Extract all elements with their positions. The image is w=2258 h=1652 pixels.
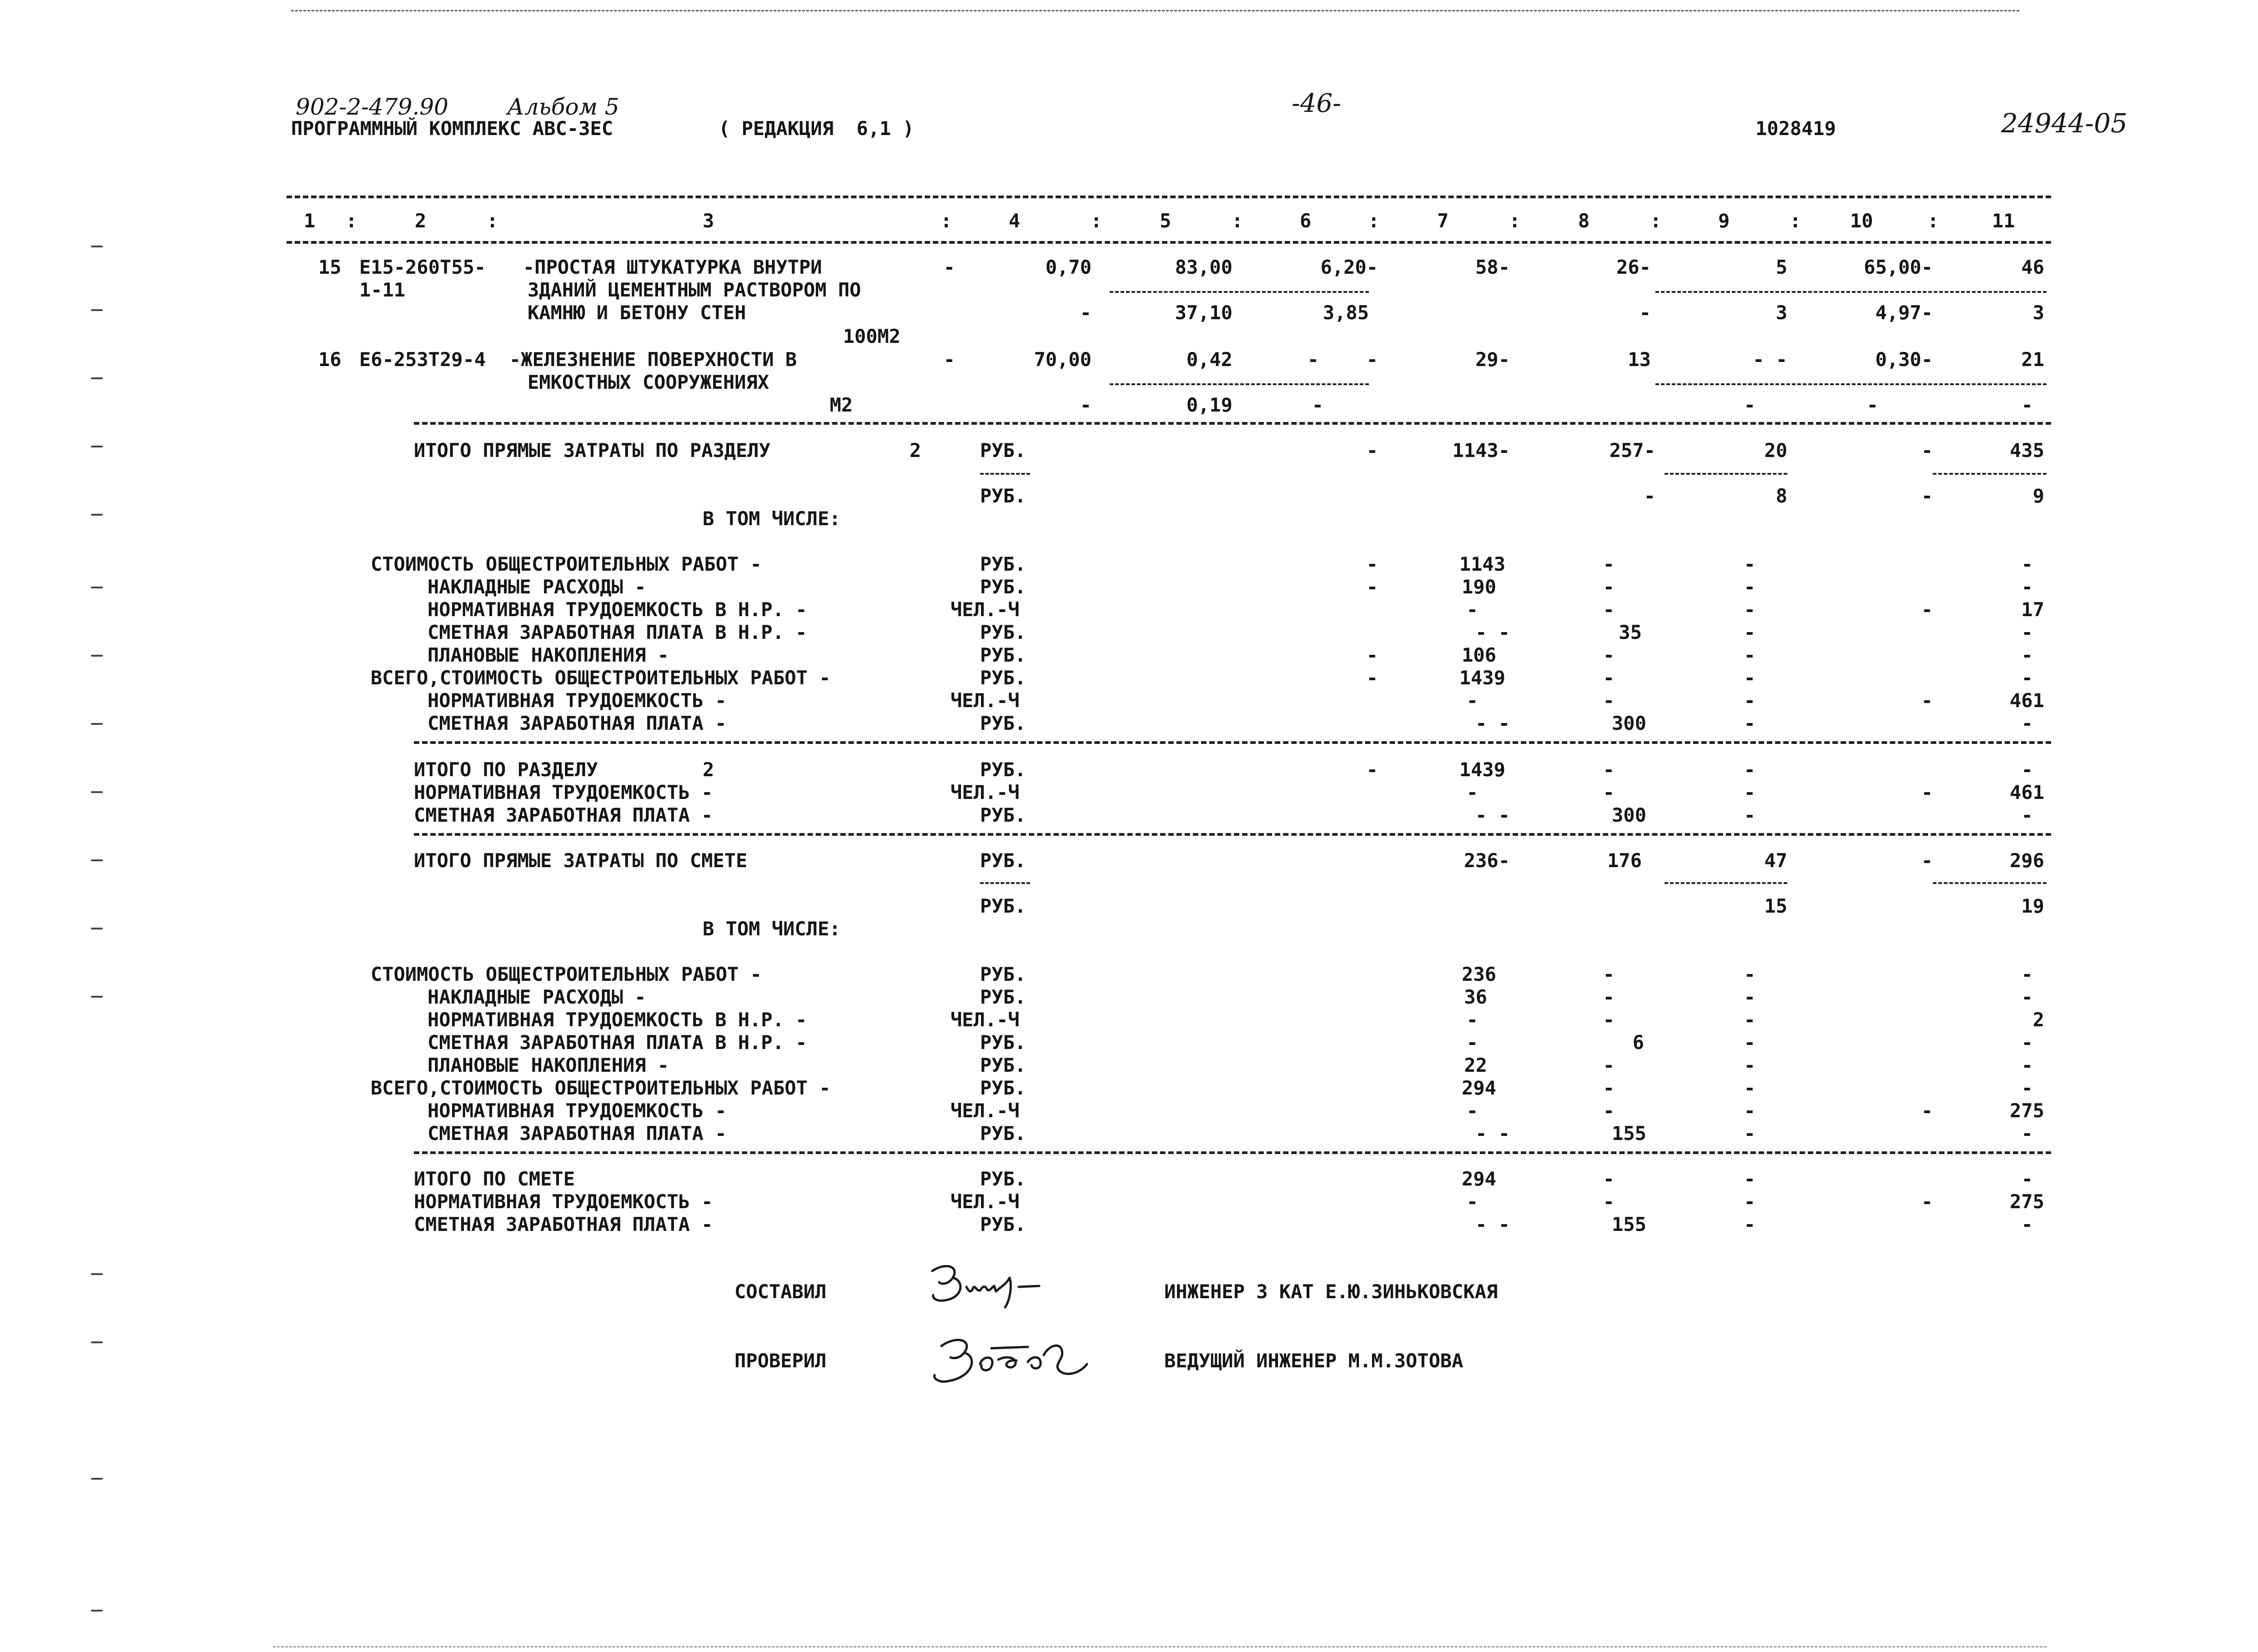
margin-mark xyxy=(91,791,103,793)
col-sep: : xyxy=(1232,210,1243,232)
cell: - xyxy=(1921,598,1933,621)
margin-mark xyxy=(91,1610,103,1612)
cell: 6 xyxy=(1632,1031,1644,1054)
unit: РУБ. xyxy=(980,804,1026,826)
cell: - xyxy=(2021,986,2033,1008)
col-2: 2 xyxy=(415,210,427,232)
rule-header-bottom xyxy=(287,241,2051,244)
row-label: СМЕТНАЯ ЗАРАБОТНАЯ ПЛАТА В Н.Р. - xyxy=(427,621,807,643)
unit: РУБ. xyxy=(980,1077,1026,1099)
row-label: НОРМАТИВНАЯ ТРУДОЕМКОСТЬ В Н.Р. - xyxy=(427,1009,807,1031)
cell: - xyxy=(1644,485,1655,507)
cell: - xyxy=(1307,348,1319,371)
cell: - xyxy=(1744,1031,1755,1054)
underline xyxy=(1110,383,1369,385)
cell: - xyxy=(1312,394,1323,416)
including-label: В ТОМ ЧИСЛЕ: xyxy=(703,918,841,940)
cell: - xyxy=(1466,781,1478,803)
cell: 300 xyxy=(1612,712,1646,734)
cell: 106 xyxy=(1462,644,1496,666)
cell: 8 xyxy=(1775,485,1787,507)
cell: - xyxy=(1603,986,1614,1008)
cell: 1143 xyxy=(1459,553,1505,575)
cell: 2 xyxy=(2032,1009,2044,1031)
cell: 0,42 xyxy=(1186,348,1232,371)
cell: 20 xyxy=(1764,439,1787,462)
unit: РУБ. xyxy=(980,439,1026,462)
cell: - xyxy=(1744,1190,1755,1213)
cell: - xyxy=(1921,849,1933,872)
row-label: ИТОГО ПО СМЕТЕ xyxy=(414,1168,575,1190)
row-label: ВСЕГО,СТОИМОСТЬ ОБЩЕСТРОИТЕЛЬНЫХ РАБОТ - xyxy=(371,1077,831,1099)
margin-mark xyxy=(91,377,103,379)
col-6: 6 xyxy=(1300,210,1312,232)
cell: 83,00 xyxy=(1175,256,1232,278)
cell: - xyxy=(1366,439,1378,462)
unit: РУБ. xyxy=(980,644,1026,666)
cell: 58- xyxy=(1475,256,1510,278)
row-label: НОРМАТИВНАЯ ТРУДОЕМКОСТЬ - xyxy=(414,1190,713,1213)
margin-mark xyxy=(91,446,103,447)
underline xyxy=(1933,882,2047,884)
row-label: НОРМАТИВНАЯ ТРУДОЕМКОСТЬ - xyxy=(414,781,713,803)
underline xyxy=(1655,383,2047,385)
col-1: 1 xyxy=(304,210,316,232)
unit: РУБ. xyxy=(980,1168,1026,1190)
cell: 296 xyxy=(2010,849,2044,872)
col-8: 8 xyxy=(1578,210,1590,232)
cell: - xyxy=(2021,804,2033,826)
item-number: 16 xyxy=(318,348,342,371)
row-label: СМЕТНАЯ ЗАРАБОТНАЯ ПЛАТА В Н.Р. - xyxy=(427,1031,807,1054)
cell: - - xyxy=(1475,1122,1510,1145)
col-sep: : xyxy=(1650,210,1662,232)
col-sep: : xyxy=(1790,210,1801,232)
cell: 0,19 xyxy=(1186,394,1232,416)
cell: - xyxy=(1921,1100,1933,1122)
unit: РУБ. xyxy=(980,1122,1026,1145)
cell: - xyxy=(1921,485,1933,507)
cell: - xyxy=(1744,394,1755,416)
cell: - xyxy=(1466,1100,1478,1122)
margin-mark xyxy=(91,928,103,929)
cell: 46 xyxy=(2021,256,2044,278)
col-4: 4 xyxy=(1009,210,1021,232)
cell: - xyxy=(1744,644,1755,666)
margin-mark xyxy=(91,587,103,588)
cell: - xyxy=(2021,1077,2033,1099)
cell: - xyxy=(1466,1031,1478,1054)
cell: - xyxy=(1866,394,1878,416)
cell: - xyxy=(1744,689,1755,712)
cell: 294 xyxy=(1462,1168,1496,1190)
cell: 13 xyxy=(1628,348,1651,371)
cell: 236- xyxy=(1463,849,1510,872)
underline xyxy=(1665,473,1787,475)
cell: 0,30- xyxy=(1875,348,1933,371)
item-desc: ЗДАНИЙ ЦЕМЕНТНЫМ РАСТВОРОМ ПО xyxy=(528,279,861,301)
unit: РУБ. xyxy=(980,849,1026,872)
cell: 19 xyxy=(2021,895,2044,917)
rule-section-breakdown-bottom xyxy=(414,741,2051,744)
cell: 176 xyxy=(1607,849,1642,872)
section-number: 2 xyxy=(703,758,714,781)
unit: РУБ. xyxy=(980,712,1026,734)
item-desc: ЕМКОСТНЫХ СООРУЖЕНИЯХ xyxy=(528,371,769,393)
cell: - xyxy=(1744,781,1755,803)
margin-mark xyxy=(91,309,103,311)
row-label: НАКЛАДНЫЕ РАСХОДЫ - xyxy=(427,576,646,598)
cell: 257- xyxy=(1609,439,1655,462)
col-5: 5 xyxy=(1160,210,1172,232)
cell: - xyxy=(1921,439,1933,462)
cell: - xyxy=(1466,1009,1478,1031)
cell: - xyxy=(1603,758,1614,781)
cell: - xyxy=(1744,553,1755,575)
cell: 3 xyxy=(2032,301,2044,324)
unit: РУБ. xyxy=(980,986,1026,1008)
unit: ЧЕЛ.-Ч xyxy=(950,1190,1020,1213)
unit: РУБ. xyxy=(980,667,1026,689)
unit: РУБ. xyxy=(980,621,1026,643)
cell: - xyxy=(1744,1100,1755,1122)
underline xyxy=(980,882,1030,884)
cell: - xyxy=(943,256,955,278)
cell: 4,97- xyxy=(1875,301,1933,324)
item-desc: КАМНЮ И БЕТОНУ СТЕН xyxy=(528,301,746,324)
cell: 29- xyxy=(1475,348,1510,371)
cell: - - xyxy=(1475,804,1510,826)
signature-role: ПРОВЕРИЛ xyxy=(734,1350,827,1372)
margin-mark xyxy=(91,723,103,725)
cell: 294 xyxy=(1462,1077,1496,1099)
margin-mark xyxy=(91,859,103,861)
cell: - - xyxy=(1475,1213,1510,1235)
col-3: 3 xyxy=(703,210,714,232)
row-label: СМЕТНАЯ ЗАРАБОТНАЯ ПЛАТА - xyxy=(427,712,727,734)
item-number: 15 xyxy=(318,256,342,278)
margin-mark xyxy=(91,655,103,657)
cell: 1439 xyxy=(1459,758,1505,781)
cell: - xyxy=(2021,644,2033,666)
signature-title: ИНЖЕНЕР 3 КАТ Е.Ю.ЗИНЬКОВСКАЯ xyxy=(1164,1280,1498,1303)
cell: - xyxy=(1744,1168,1755,1190)
cell: - xyxy=(2021,1031,2033,1054)
margin-mark xyxy=(91,246,103,247)
item-desc: -ПРОСТАЯ ШТУКАТУРКА ВНУТРИ xyxy=(523,256,822,278)
cell: - xyxy=(2021,576,2033,598)
program-name: ПРОГРАММНЫЙ КОМПЛЕКС АВС-3ЕС xyxy=(291,117,614,140)
archive-number: 24944-05 xyxy=(2001,108,2127,139)
cell: 37,10 xyxy=(1175,301,1232,324)
row-label: НОРМАТИВНАЯ ТРУДОЕМКОСТЬ - xyxy=(427,1100,727,1122)
cell: - xyxy=(1603,598,1614,621)
cell: 155 xyxy=(1612,1213,1646,1235)
including-label: В ТОМ ЧИСЛЕ: xyxy=(703,507,841,530)
cell: - xyxy=(2021,1054,2033,1076)
row-label: ИТОГО ПО РАЗДЕЛУ xyxy=(414,758,598,781)
cell: 9 xyxy=(2032,485,2044,507)
cell: - xyxy=(1921,1190,1933,1213)
cell: - xyxy=(1603,963,1614,985)
cell: - xyxy=(1744,1054,1755,1076)
cell: - - xyxy=(1753,348,1787,371)
item-code: Е15-260Т55- xyxy=(359,256,486,278)
cell: - xyxy=(1080,394,1091,416)
cell: - xyxy=(1366,348,1378,371)
unit: РУБ. xyxy=(980,758,1026,781)
col-7: 7 xyxy=(1437,210,1449,232)
unit: РУБ. xyxy=(980,485,1026,507)
row-label: НОРМАТИВНАЯ ТРУДОЕМКОСТЬ В Н.Р. - xyxy=(427,598,807,621)
cell: - xyxy=(1744,598,1755,621)
unit: ЧЕЛ.-Ч xyxy=(950,689,1020,712)
col-sep: : xyxy=(1368,210,1380,232)
cell: - xyxy=(1603,781,1614,803)
cell: 1143- xyxy=(1452,439,1510,462)
cell: - xyxy=(1744,758,1755,781)
col-sep: : xyxy=(1509,210,1521,232)
cell: 3 xyxy=(1775,301,1787,324)
cell: 70,00 xyxy=(1034,348,1091,371)
cell: - xyxy=(1744,963,1755,985)
underline xyxy=(1110,291,1369,293)
row-label: ПЛАНОВЫЕ НАКОПЛЕНИЯ - xyxy=(427,1054,669,1076)
cell: 155 xyxy=(1612,1122,1646,1145)
album-label: Альбом 5 xyxy=(507,94,619,120)
underline xyxy=(980,473,1030,475)
cell: - xyxy=(1603,1168,1614,1190)
cell: - xyxy=(1744,667,1755,689)
cell: - xyxy=(1744,712,1755,734)
cell: - xyxy=(1744,1077,1755,1099)
underline xyxy=(1933,473,2047,475)
cell: - xyxy=(1603,1077,1614,1099)
cell: - xyxy=(2021,1122,2033,1145)
row-label: СМЕТНАЯ ЗАРАБОТНАЯ ПЛАТА - xyxy=(414,1213,713,1235)
cell: 6,20- xyxy=(1320,256,1378,278)
cell: 47 xyxy=(1764,849,1787,872)
cell: - xyxy=(2021,667,2033,689)
unit: РУБ. xyxy=(980,553,1026,575)
rule-top xyxy=(287,196,2051,198)
rule-estimate-breakdown-bottom xyxy=(414,1151,2051,1154)
cell: - xyxy=(1366,758,1378,781)
signature-title: ВЕДУЩИЙ ИНЖЕНЕР М.М.ЗОТОВА xyxy=(1164,1350,1463,1372)
cell: 461 xyxy=(2010,781,2044,803)
cell: 300 xyxy=(1612,804,1646,826)
row-label: ИТОГО ПРЯМЫЕ ЗАТРАТЫ ПО СМЕТЕ xyxy=(414,849,748,872)
cell: - xyxy=(2021,621,2033,643)
cell: - - xyxy=(1475,712,1510,734)
cell: - xyxy=(1603,1190,1614,1213)
cell: 1439 xyxy=(1459,667,1505,689)
cell: - xyxy=(943,348,955,371)
cell: - xyxy=(1466,689,1478,712)
cell: - xyxy=(1366,576,1378,598)
row-label: ВСЕГО,СТОИМОСТЬ ОБЩЕСТРОИТЕЛЬНЫХ РАБОТ - xyxy=(371,667,831,689)
cell: 0,70 xyxy=(1045,256,1091,278)
col-11: 11 xyxy=(1992,210,2015,232)
cell: - xyxy=(1366,667,1378,689)
cell: 5 xyxy=(1775,256,1787,278)
col-sep: : xyxy=(346,210,357,232)
cell: - xyxy=(1744,1009,1755,1031)
cell: - - xyxy=(1475,621,1510,643)
cell: 26- xyxy=(1616,256,1651,278)
cell: - xyxy=(2021,394,2033,416)
row-label: ИТОГО ПРЯМЫЕ ЗАТРАТЫ ПО РАЗДЕЛУ xyxy=(414,439,770,462)
cell: 36 xyxy=(1464,986,1487,1008)
row-label: НАКЛАДНЫЕ РАСХОДЫ - xyxy=(427,986,646,1008)
cell: - xyxy=(1744,621,1755,643)
cell: - xyxy=(2021,758,2033,781)
unit: РУБ. xyxy=(980,1054,1026,1076)
cell: - xyxy=(1603,1100,1614,1122)
margin-mark xyxy=(91,996,103,998)
cell: 17 xyxy=(2021,598,2044,621)
cell: - xyxy=(1603,1009,1614,1031)
row-label: СТОИМОСТЬ ОБЩЕСТРОИТЕЛЬНЫХ РАБОТ - xyxy=(371,553,762,575)
reg-number: 1028419 xyxy=(1755,117,1836,140)
col-sep: : xyxy=(487,210,498,232)
cell: - xyxy=(1080,301,1091,324)
cell: 15 xyxy=(1764,895,1787,917)
unit: ЧЕЛ.-Ч xyxy=(950,1009,1020,1031)
unit: ЧЕЛ.-Ч xyxy=(950,1100,1020,1122)
col-sep: : xyxy=(940,210,952,232)
margin-mark xyxy=(91,514,103,516)
cell: 190 xyxy=(1462,576,1496,598)
cell: - xyxy=(1603,576,1614,598)
handwritten-signature-checked xyxy=(923,1328,1114,1391)
cell: - xyxy=(1744,576,1755,598)
cell: - xyxy=(2021,1213,2033,1235)
item-desc: -ЖЕЛЕЗНЕНИЕ ПОВЕРХНОСТИ В xyxy=(509,348,797,371)
underline xyxy=(1665,882,1787,884)
underline xyxy=(1655,291,2047,293)
handwritten-signature-compiled xyxy=(928,1260,1055,1310)
unit: РУБ. xyxy=(980,1213,1026,1235)
cell: - xyxy=(1744,1122,1755,1145)
margin-mark xyxy=(91,1273,103,1275)
cell: 21 xyxy=(2021,348,2044,371)
cell: - xyxy=(1466,1190,1478,1213)
cell: - xyxy=(1744,986,1755,1008)
unit: РУБ. xyxy=(980,963,1026,985)
cell: 3,85 xyxy=(1323,301,1369,324)
edition-label: ( РЕДАКЦИЯ 6,1 ) xyxy=(719,117,914,140)
scan-edge-bottom xyxy=(273,1646,2047,1647)
unit: РУБ. xyxy=(980,576,1026,598)
cell: - xyxy=(1466,598,1478,621)
cell: - xyxy=(1366,553,1378,575)
margin-mark xyxy=(91,1478,103,1480)
signature-role: СОСТАВИЛ xyxy=(734,1280,827,1303)
margin-mark xyxy=(91,1341,103,1343)
row-label: ПЛАНОВЫЕ НАКОПЛЕНИЯ - xyxy=(427,644,669,666)
unit: РУБ. xyxy=(980,1031,1026,1054)
cell: - xyxy=(1921,689,1933,712)
row-label: СМЕТНАЯ ЗАРАБОТНАЯ ПЛАТА - xyxy=(414,804,713,826)
item-code: Е6-253Т29-4 xyxy=(359,348,486,371)
col-sep: : xyxy=(1091,210,1102,232)
cell: - xyxy=(1921,781,1933,803)
unit: РУБ. xyxy=(980,895,1026,917)
cell: 22 xyxy=(1464,1054,1487,1076)
item-unit: 100М2 xyxy=(843,325,900,347)
cell: - xyxy=(1603,667,1614,689)
cell: 275 xyxy=(2010,1100,2044,1122)
cell: - xyxy=(1744,1213,1755,1235)
cell: - xyxy=(2021,553,2033,575)
col-10: 10 xyxy=(1850,210,1873,232)
cell: 435 xyxy=(2010,439,2044,462)
cell: - xyxy=(1639,301,1651,324)
cell: - xyxy=(2021,712,2033,734)
row-label: СТОИМОСТЬ ОБЩЕСТРОИТЕЛЬНЫХ РАБОТ - xyxy=(371,963,762,985)
cell: - xyxy=(2021,963,2033,985)
unit: ЧЕЛ.-Ч xyxy=(950,781,1020,803)
item-unit: М2 xyxy=(830,394,853,416)
scan-edge-top xyxy=(291,10,2019,11)
page-number: -46- xyxy=(1292,89,1342,118)
unit: ЧЕЛ.-Ч xyxy=(950,598,1020,621)
rule-section-summary-bottom xyxy=(414,833,2051,836)
col-9: 9 xyxy=(1718,210,1730,232)
row-label: НОРМАТИВНАЯ ТРУДОЕМКОСТЬ - xyxy=(427,689,727,712)
cell: 236 xyxy=(1462,963,1496,985)
cell: - xyxy=(2021,1168,2033,1190)
cell: 65,00- xyxy=(1864,256,1933,278)
cell: 35 xyxy=(1619,621,1642,643)
cell: 275 xyxy=(2010,1190,2044,1213)
cell: - xyxy=(1603,553,1614,575)
cell: - xyxy=(1603,1054,1614,1076)
cell: - xyxy=(1603,644,1614,666)
row-label: СМЕТНАЯ ЗАРАБОТНАЯ ПЛАТА - xyxy=(427,1122,727,1145)
cell: 461 xyxy=(2010,689,2044,712)
rule-items-bottom xyxy=(414,422,2051,425)
item-ref: 1-11 xyxy=(359,279,406,301)
section-number: 2 xyxy=(910,439,921,462)
cell: - xyxy=(1366,644,1378,666)
doc-code: 902-2-479.90 xyxy=(296,94,448,120)
col-sep: : xyxy=(1927,210,1939,232)
cell: - xyxy=(1603,689,1614,712)
cell: - xyxy=(1744,804,1755,826)
